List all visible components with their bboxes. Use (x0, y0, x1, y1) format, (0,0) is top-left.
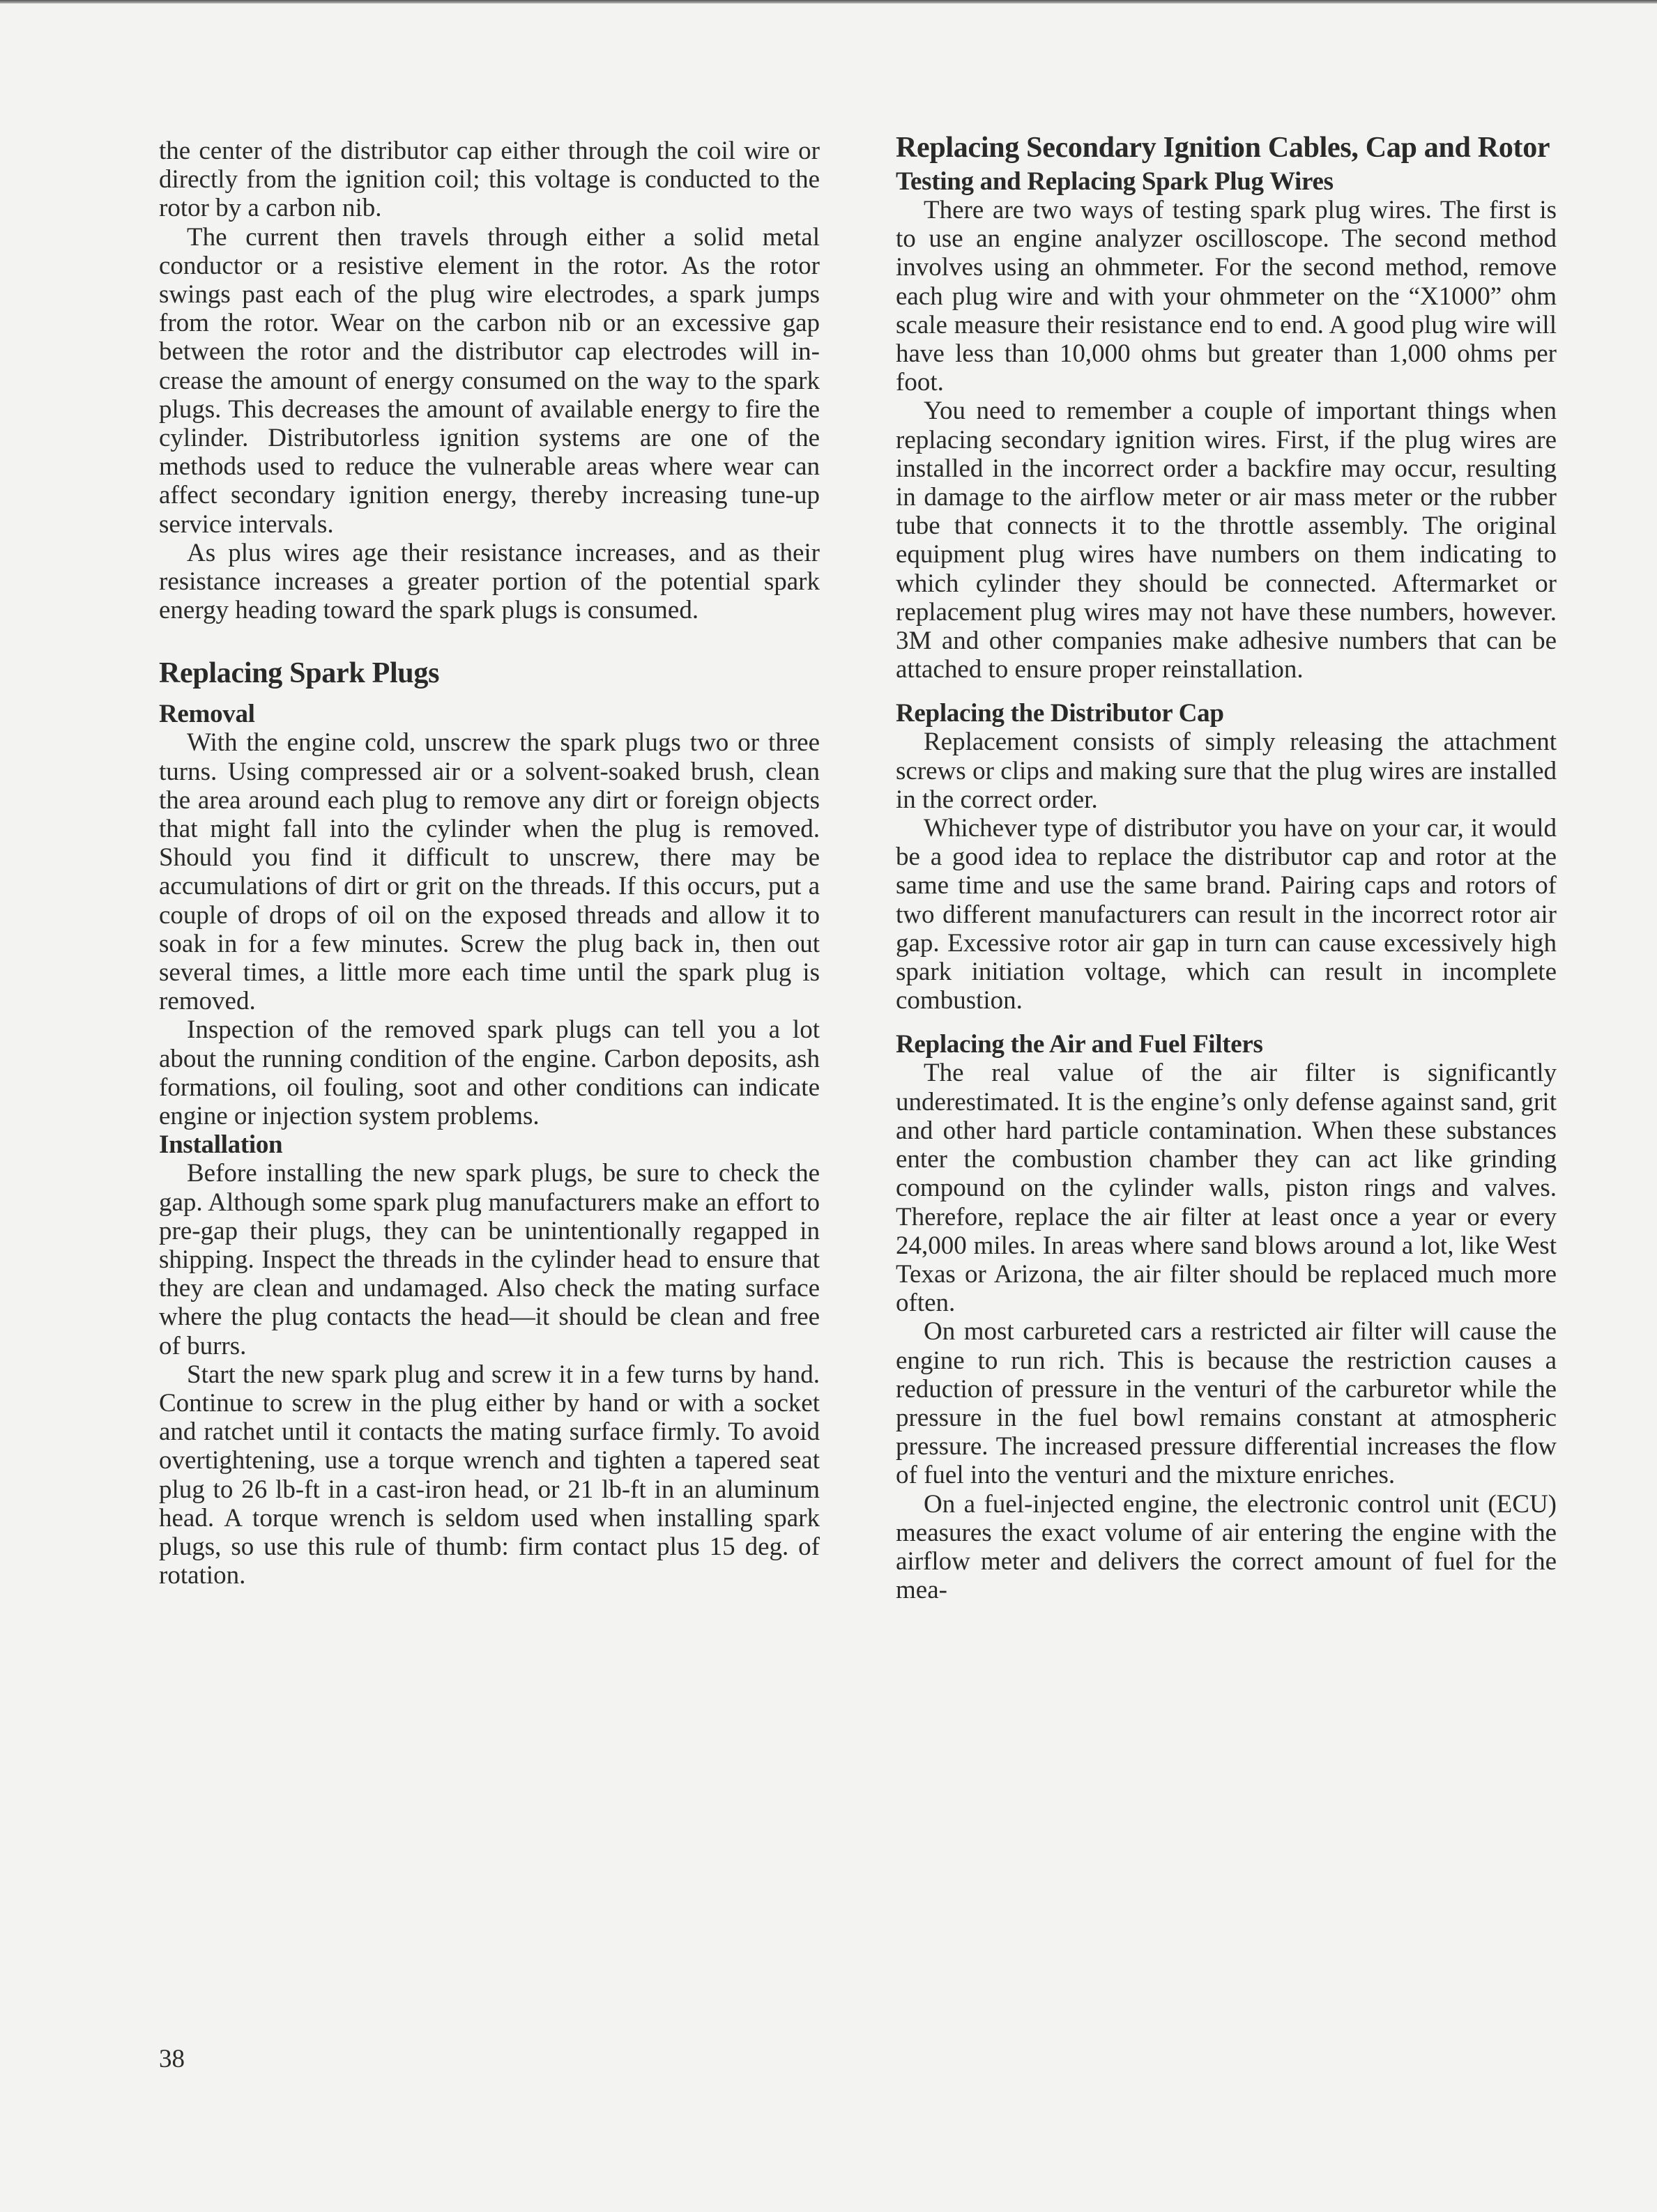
subheading-removal: Removal (159, 700, 255, 729)
subheading-air-fuel-filters: Replacing the Air and Fuel Filters (896, 1030, 1263, 1059)
paragraph: As plus wires age their resistance increases, and as their resistance increases a greater portion of the potential spark energy heading toward the spark plugs is consumed. (159, 538, 820, 625)
paragraph: Start the new spark plug and screw it in a few turns by hand. Continue to screw in the plug either by hand or with a socket and ratchet until it contacts the mating surface firmly. To avoid overtightening, use a torque wrench and tighten a tapered seat plug to 26 lb-ft in a cast-iron head, or 21 lb-ft in an aluminum head. A torque wrench is seldom used when installing spark plugs, so use this rule of thumb: firm contact plus 15 deg. of rotation. (159, 1360, 820, 1590)
paragraph: Replacement consists of simply releasing the attachment screws or clips and making sure that the plug wires are installed in the correct order. (896, 728, 1557, 814)
paragraph: The real value of the air filter is significantly underestimated. It is the engine’s only defense against sand, grit and other hard particle contamination. When these substances enter the combustion chamber they can act like grinding compound on the cylinder walls, piston rings and valves. Therefore, replace the air filter at least once a year or every 24,000 miles. In areas where sand blows around a lot, like West Texas or Arizona, the air filter should be replaced much more often. (896, 1059, 1557, 1318)
subheading-distributor-cap: Replacing the Distributor Cap (896, 699, 1224, 728)
subheading-installation: Installation (159, 1130, 283, 1160)
left-column (159, 137, 820, 1590)
right-column (896, 132, 1557, 1604)
scan-edge-shadow (0, 0, 1657, 3)
paragraph: You need to remember a couple of important things when replacing secondary ignition wires. First, if the plug wires are installed in the incorrect order a backfire may occur, resulting in damage to the airflow meter or air mass meter or the rubber tube that connects it to the throttle assembly. The original equipment plug wires have numbers on them indicating to which cylinder they should be connected. Aftermarket or replacement plug wires may not have these numbers, however. 3M and other companies make adhesive numbers that can be attached to ensure proper reinstallation. (896, 397, 1557, 684)
paragraph: Inspection of the removed spark plugs can tell you a lot about the running condition of the engine. Carbon deposits, ash formations, oil fouling, soot and other conditions can indicate engine or injection system problems. (159, 1015, 820, 1131)
page-number: 38 (159, 2045, 185, 2073)
paragraph: the center of the distributor cap either through the coil wire or directly from the ignition coil; this voltage is conducted to the rotor by a carbon nib. (159, 137, 820, 223)
section-heading-replacing-spark-plugs: Replacing Spark Plugs (159, 657, 440, 690)
paragraph: Before installing the new spark plugs, be sure to check the gap. Although some spark plug manufacturers make an effort to pre-gap their plugs, they can be unintentionally regapped in shipping. Inspect the threads in the cylinder head to ensure that they are clean and undamaged. Also check the mating surface where the plug contacts the head—it should be clean and free of burrs. (159, 1159, 820, 1360)
paragraph: Whichever type of distributor you have on your car, it would be a good idea to replace the distributor cap and rotor at the same time and use the same brand. Pairing caps and rotors of two different manufacturers can result in the incorrect rotor air gap. Excessive rotor air gap in turn can cause excessively high spark initiation voltage, which can result in incomplete combustion. (896, 814, 1557, 1015)
paragraph: There are two ways of testing spark plug wires. The first is to use an engine analyzer oscilloscope. The second method involves using an ohmmeter. For the second method, remove each plug wire and with your ohmmeter on the “X1000” ohm scale measure their resistance end to end. A good plug wire will have less than 10,000 ohms but greater than 1,000 ohms per foot. (896, 196, 1557, 397)
subheading-spark-plug-wires: Testing and Replacing Spark Plug Wires (896, 167, 1334, 196)
paragraph: The current then travels through either a solid metal conductor or a resistive element in the rotor. As the rotor swings past each of the plug wire electrodes, a spark jumps from the rotor. Wear on the carbon nib or an excessive gap between the rotor and the distributor cap electrodes will increase the amount of energy consumed on the way to the spark plugs. This decreases the amount of available energy to fire the cylinder. Distributorless ignition systems are one of the methods used to reduce the vulnerable areas where wear can affect secondary ignition energy, thereby increasing tune-up service intervals. (159, 222, 820, 539)
paragraph: With the engine cold, unscrew the spark plugs two or three turns. Using compressed air or a solvent-soaked brush, clean the area around each plug to remove any dirt or foreign objects that might fall into the cylinder when the plug is removed. Should you find it difficult to unscrew, there may be accumulations of dirt or grit on the threads. If this occurs, put a couple of drops of oil on the exposed threads and allow it to soak in for a few minutes. Screw the plug back in, then out several times, a little more each time until the spark plug is removed. (159, 728, 820, 1016)
section-heading-secondary-ignition: Replacing Secondary Ignition Cables, Cap and Rotor (896, 132, 1550, 164)
paragraph: On most carbureted cars a restricted air filter will cause the engine to run rich. This is because the restriction causes a reduction of pressure in the venturi of the carburetor while the pressure in the fuel bowl remains constant at atmospheric pressure. The increased pressure differential increases the flow of fuel into the venturi and the mixture enriches. (896, 1317, 1557, 1490)
paragraph: On a fuel-injected engine, the electronic control unit (ECU) measures the exact volume of air entering the engine with the airflow meter and delivers the correct amount of fuel for the mea- (896, 1489, 1557, 1605)
